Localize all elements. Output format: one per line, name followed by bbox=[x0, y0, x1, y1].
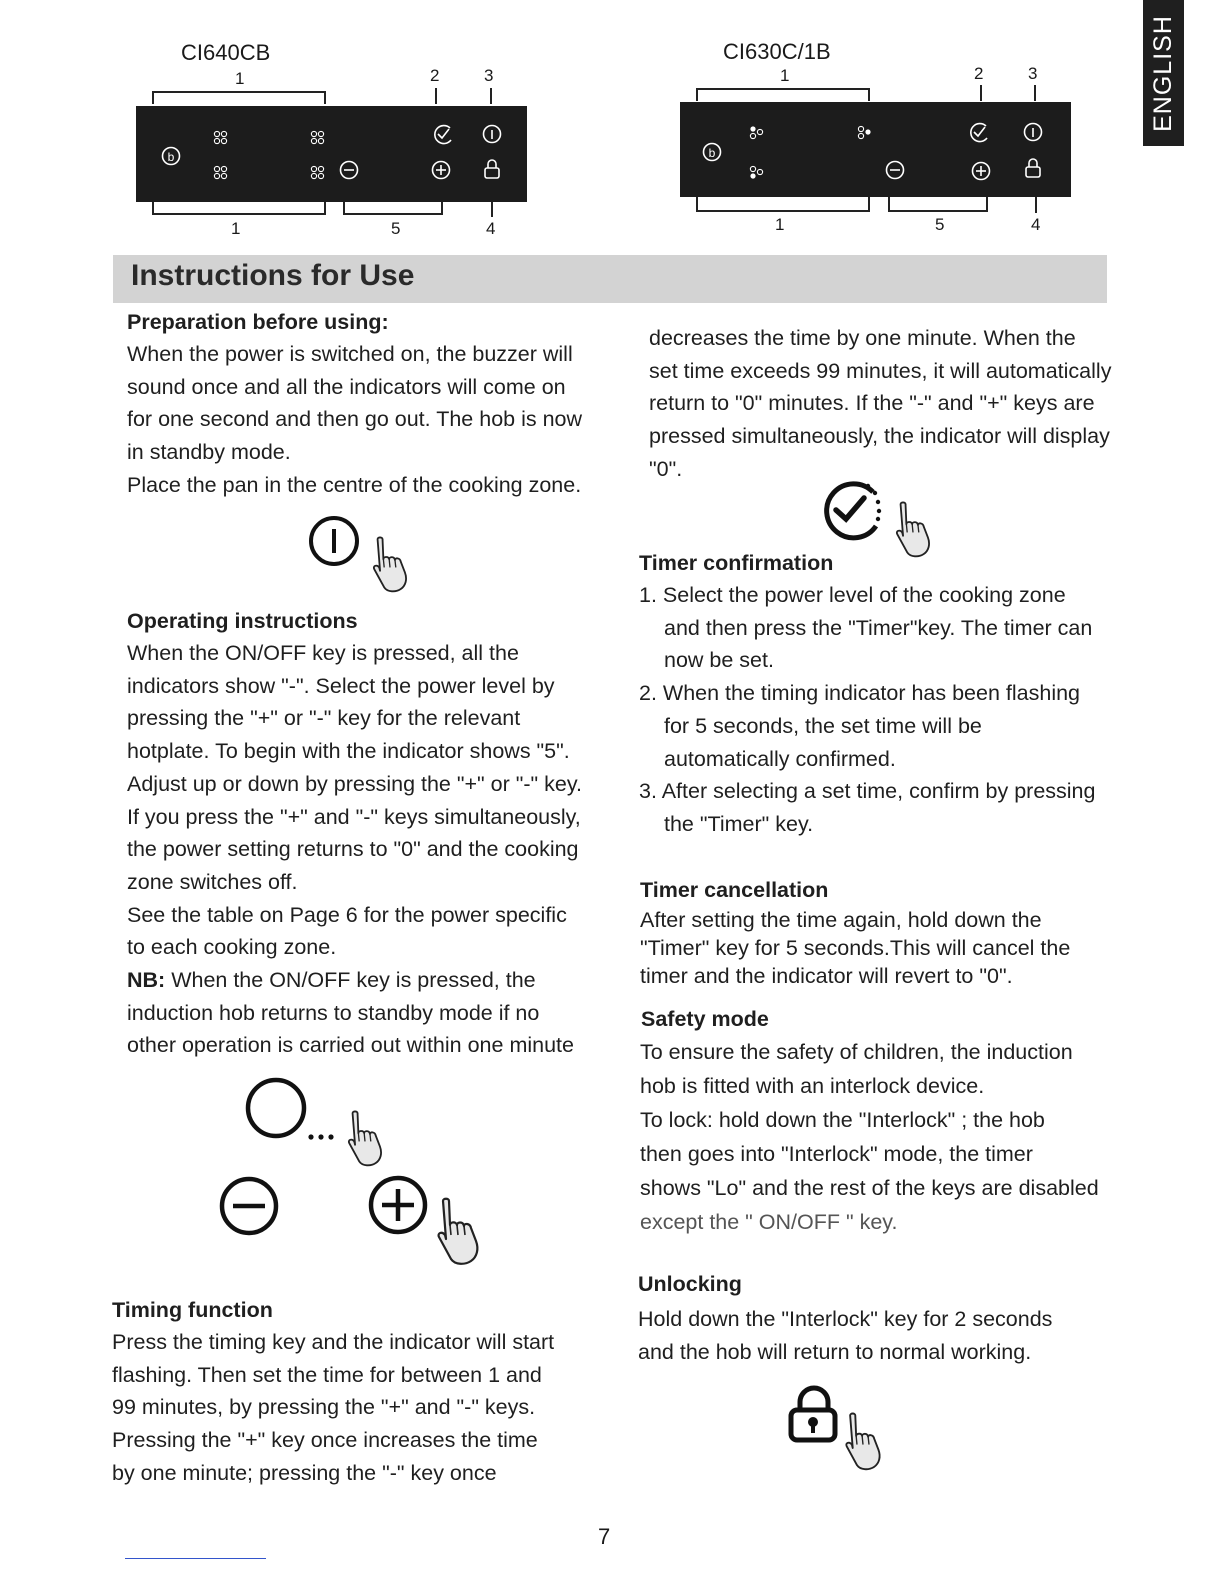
right-control-panel-diagram bbox=[676, 60, 1086, 240]
timer-cancellation-text: After setting the time again, hold down the "Timer" key for 5 seconds.This will cancel the timer and the indicator will revert to "0". bbox=[640, 908, 1071, 988]
timing-text: Press the timing key and the indicator will start flashing. Then set the time for between 1 and 99 minutes, by pressing the "+" and "-" keys. Pressing the "+" key once increases the time by one minute; pressing the "-" key once bbox=[112, 1330, 555, 1485]
timing-heading: Timing function bbox=[112, 1298, 273, 1322]
hand-pointer-icon bbox=[897, 502, 929, 556]
timer-confirmation-text: 1. Select the power level of the cooking zone and then press the "Timer"key. The timer can now be set. 2. When the timing indicator has been flashing for 5 seconds, the set time will be automatically confirmed. 3. After selecting a set time, confirm by pressing the "Timer" key. bbox=[639, 583, 1096, 836]
callout: 1 bbox=[231, 219, 241, 238]
timer-press-illustration bbox=[818, 476, 943, 561]
hand-pointer-icon bbox=[349, 1111, 381, 1165]
power-button-outline-icon bbox=[248, 1080, 304, 1136]
page-number: 7 bbox=[598, 1524, 611, 1549]
language-tab bbox=[1143, 0, 1184, 146]
prep-text: When the power is switched on, the buzzer will sound once and all the indicators will come on for one second and then go out. The hob is now in standby mode. Place the pan in the centre of the cooking zone. bbox=[127, 342, 583, 497]
operating-text: When the ON/OFF key is pressed, all the indicators show "-". Select the power level by pressing the "+" or "-" key for the relevant hotplate. To begin with the indicator shows "5". Adjust up or down by pressing the "+" or "-" key. If you press the "+" and "-" keys simultaneously, the power setting returns to "0" and the cooking zone switches off. See the table on Page 6 for the power specific to each cooking zone. NB: When the ON/OFF key is pressed, the induction hob returns to standby mode if no other operation is carried out within one minute bbox=[127, 641, 582, 1058]
language-label: ENGLISH bbox=[1149, 14, 1178, 132]
power-icon bbox=[311, 518, 357, 564]
safety-mode-text: To ensure the safety of children, the induction hob is fitted with an interlock device. To lock: hold down the "Interlock" ; the hob then goes into "Interlock" mode, the timer shows "Lo" and the rest of the keys are disabled except the " ON/OFF " key. bbox=[640, 1040, 1099, 1234]
power-press-illustration bbox=[305, 514, 420, 594]
callout: 3 bbox=[1028, 64, 1038, 83]
callout: 2 bbox=[974, 64, 984, 83]
unlocking-heading: Unlocking bbox=[638, 1272, 742, 1296]
callout: 4 bbox=[1031, 215, 1041, 234]
footer-line bbox=[125, 1558, 266, 1559]
minus-icon bbox=[222, 1179, 276, 1233]
section-title: Instructions for Use bbox=[131, 259, 415, 292]
prep-heading: Preparation before using: bbox=[127, 310, 389, 334]
hand-pointer-icon bbox=[439, 1199, 478, 1264]
timing-continued-text: decreases the time by one minute. When the set time exceeds 99 minutes, it will automatically return to "0" minutes. If the "-" and "+" keys are pressed simultaneously, the indicator will display "0". bbox=[649, 326, 1112, 481]
svg-text:b: b bbox=[708, 146, 716, 160]
callout: 4 bbox=[486, 219, 496, 238]
svg-text:b: b bbox=[167, 150, 175, 164]
timer-icon bbox=[827, 484, 882, 538]
callout: 5 bbox=[391, 219, 401, 238]
hand-pointer-icon bbox=[374, 537, 406, 591]
timer-confirmation-heading: Timer confirmation bbox=[639, 551, 834, 575]
onoff-plus-minus-illustration bbox=[215, 1074, 495, 1269]
left-control-panel-diagram bbox=[130, 62, 540, 242]
callout: 3 bbox=[484, 66, 494, 85]
callout: 1 bbox=[775, 215, 785, 234]
unlock-press-illustration bbox=[784, 1382, 894, 1477]
callout: 5 bbox=[935, 215, 945, 234]
unlocking-text: Hold down the "Interlock" key for 2 seconds and the hob will return to normal working. bbox=[638, 1307, 1053, 1364]
left-panel-model: CI640CB bbox=[181, 40, 271, 65]
operating-heading: Operating instructions bbox=[127, 609, 358, 633]
callout: 1 bbox=[235, 69, 245, 88]
right-panel-model: CI630C/1B bbox=[723, 39, 831, 64]
callout: 2 bbox=[430, 66, 440, 85]
callout: 1 bbox=[780, 66, 790, 85]
hand-pointer-icon bbox=[846, 1414, 879, 1470]
safety-mode-heading: Safety mode bbox=[641, 1007, 769, 1031]
unlock-icon bbox=[791, 1388, 835, 1440]
timer-cancellation-heading: Timer cancellation bbox=[640, 878, 829, 902]
plus-icon bbox=[371, 1178, 425, 1232]
